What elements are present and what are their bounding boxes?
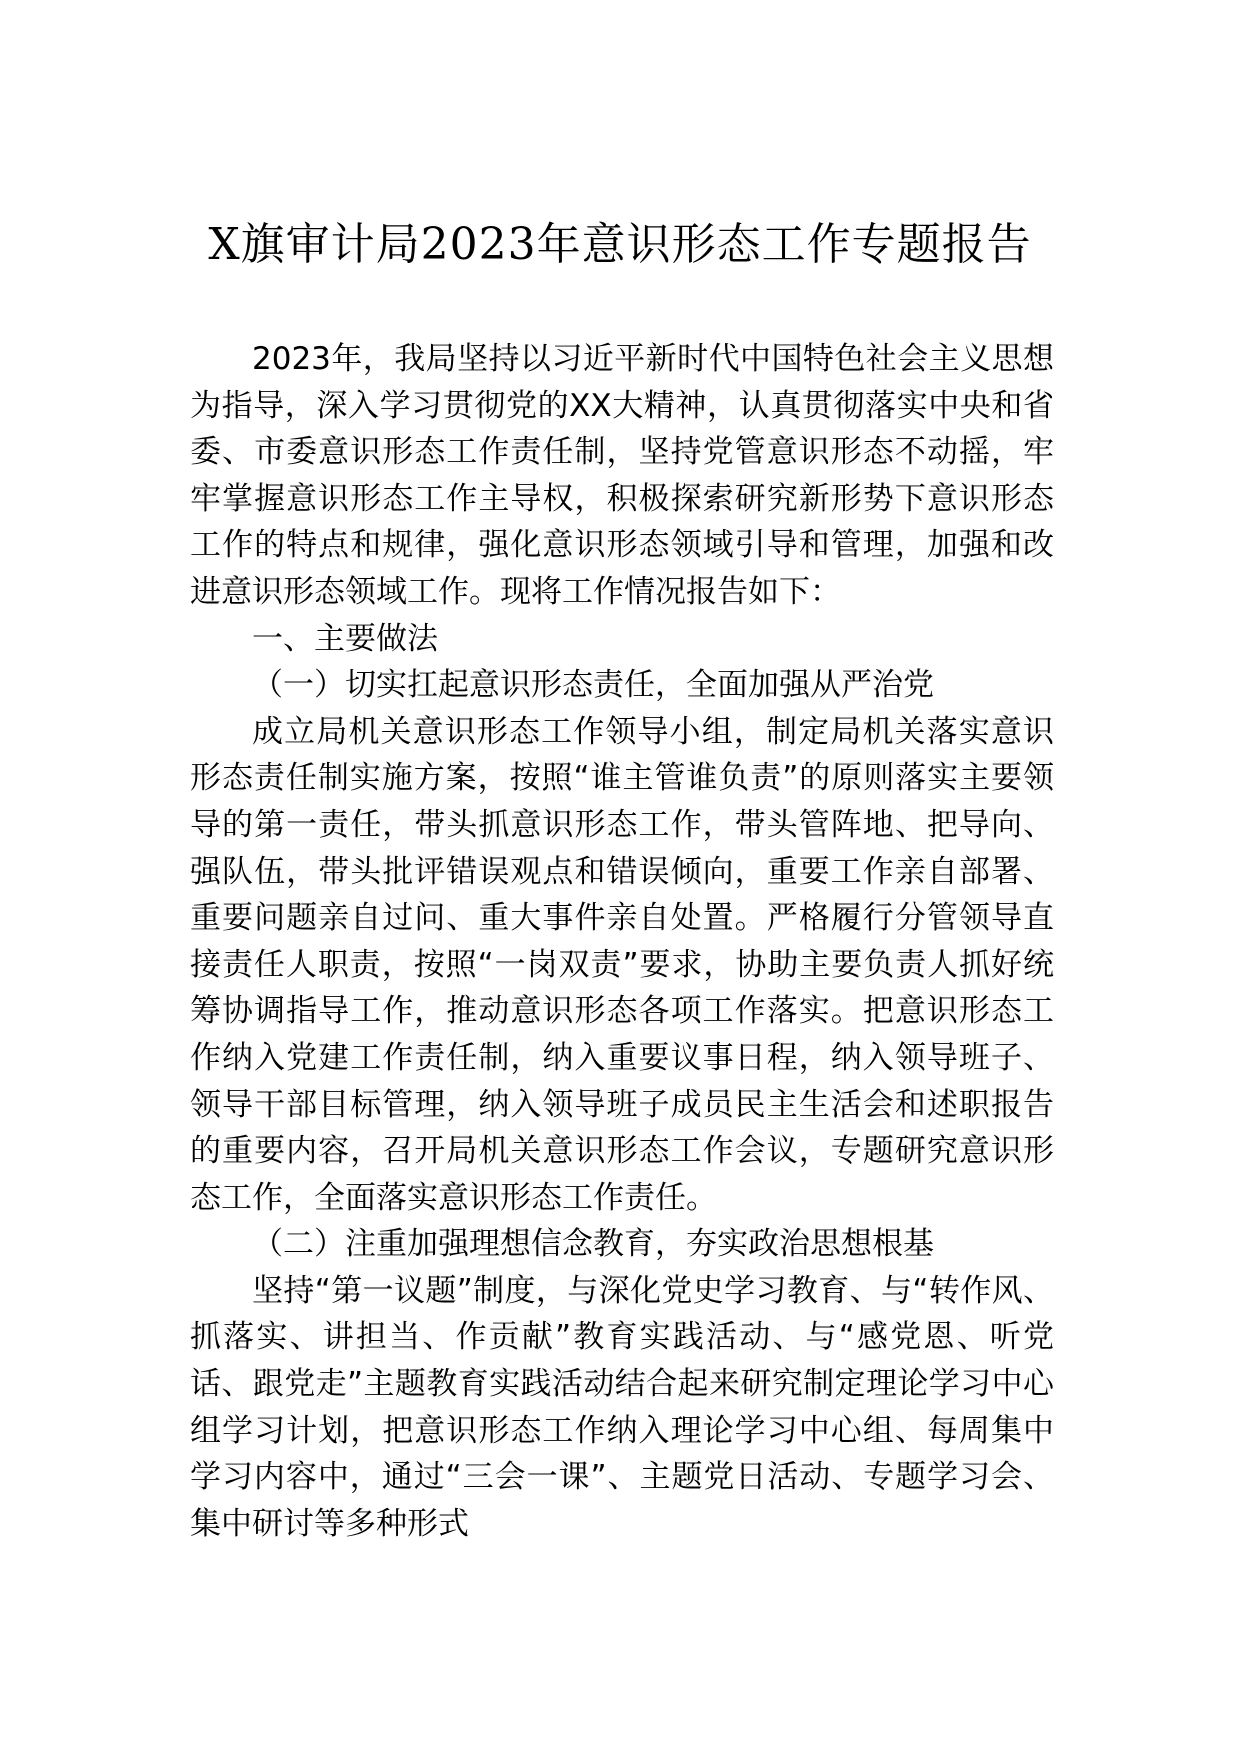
section-heading-main-practices: 一、主要做法 xyxy=(252,620,438,657)
document-body xyxy=(190,336,1054,1547)
body-paragraph-1: 成立局机关意识形态工作领导小组，制定局机关落实意识形态责任制实施方案，按照“谁主管谁负责”的原则落实主要领导的第一责任，带头抓意识形态工作，带头管阵地、把导向、强队伍，带头批评错误观点和错误倾向，重要工作亲自部署、重要问题亲自过问、重大事件亲自处置。严格履行分管领导直接责任人职责，按照“一岗双责”要求，协助主要负责人抓好统筹协调指导工作，推动意识形态各项工作落实。把意识形态工作纳入党建工作责任制，纳入重要议事日程，纳入领导班子、领导干部目标管理，纳入领导班子成员民主生活会和述职报告的重要内容，召开局机关意识形态工作会议，专题研究意识形态工作，全面落实意识形态工作责任。 xyxy=(190,713,1054,1216)
body-paragraph-2: 坚持“第一议题”制度，与深化党史学习教育、与“转作风、抓落实、讲担当、作贡献”教育实践活动、与“感党恩、听党话、跟党走”主题教育实践活动结合起来研究制定理论学习中心组学习计划，把意识形态工作纳入理论学习中心组、每周集中学习内容中，通过“三会一课”、主题党日活动、专题学习会、集中研讨等多种形式 xyxy=(190,1272,1054,1542)
subsection-heading-2: （二）注重加强理想信念教育，夯实政治思想根基 xyxy=(252,1226,934,1263)
subsection-heading-1: （一）切实扛起意识形态责任，全面加强从严治党 xyxy=(252,667,934,704)
intro-paragraph: 2023年，我局坚持以习近平新时代中国特色社会主义思想为指导，深入学习贯彻党的XX大精神，认真贯彻落实中央和省委、市委意识形态工作责任制，坚持党管意识形态不动摇，牢牢掌握意识形态工作主导权，积极探索研究新形势下意识形态工作的特点和规律，强化意识形态领域引导和管理，加强和改进意识形态领域工作。现将工作情况报告如下： xyxy=(190,341,1054,610)
document-title: X旗审计局2023年意识形态工作专题报告 xyxy=(208,219,1032,270)
